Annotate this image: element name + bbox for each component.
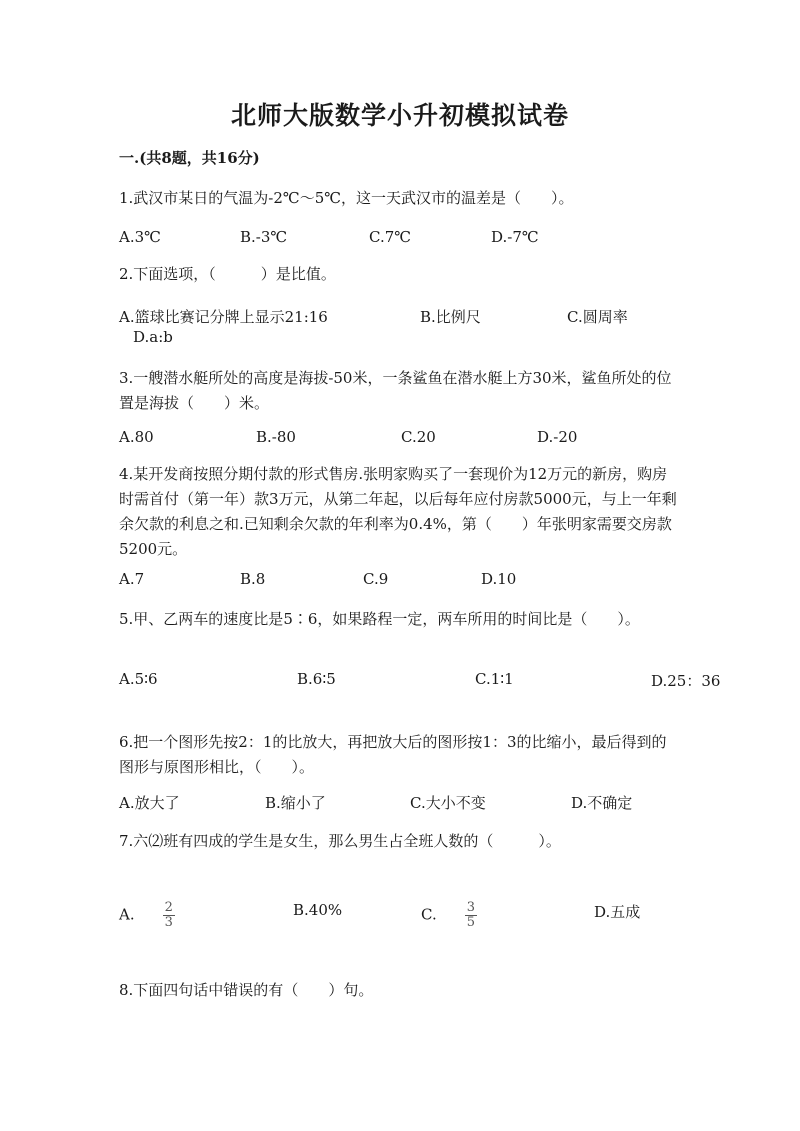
option-a[interactable]: A.放大了 [119,794,180,812]
exam-title: 北师大版数学小升初模拟试卷 [230,101,569,130]
option-d[interactable]: D.a:b [133,328,173,346]
option-c[interactable]: C.大小不变 [410,794,486,812]
question-7-stem: 7.六⑵班有四成的学生是女生，那么男生占全班人数的（ ）。 [119,832,561,850]
option-d[interactable]: D.25：36 [651,672,721,690]
option-c[interactable]: C.9 [363,570,389,588]
option-a-letter: A. [119,905,135,924]
question-3-options [119,428,689,452]
option-c-letter: C. [421,905,437,924]
option-a[interactable]: A.7 [119,570,145,588]
question-2-options [119,306,689,352]
option-c[interactable]: C.7℃ [369,228,412,246]
option-d[interactable]: D.10 [481,570,517,588]
question-5-options [119,670,721,694]
option-c[interactable] [421,901,477,930]
question-2-stem: 2.下面选项，（ ）是比值。 [119,265,336,283]
question-6-stem: 6.把一个图形先按2：1的比放大，再把放大后的图形按1：3的比缩小，最后得到的图形与原图形相比，（ ）。 [119,733,667,776]
question-4-options [119,570,689,594]
option-c[interactable]: C.圆周率 [567,308,628,326]
option-d[interactable]: D.不确定 [571,794,633,812]
question-6-options [119,792,689,816]
fraction-three-fifths [465,901,477,930]
option-a[interactable]: A.篮球比赛记分牌上显示21:16 [119,308,328,326]
option-b[interactable]: B.-3℃ [240,228,288,246]
fraction-two-thirds [163,901,175,930]
question-4-stem: 4.某开发商按照分期付款的形式售房.张明家购买了一套现价为12万元的新房，购房时需首付（第一年）款3万元，从第二年起，以后每年应付房款5000元，与上一年剩余欠款的利息之和.已知剩余欠款的年利率为0.4%，第（ ）年张明家需要交房款5200元。 [119,465,677,558]
option-b[interactable]: B.40% [293,901,343,919]
fraction-denominator: 5 [466,915,475,930]
question-1-options [119,228,689,252]
question-3-stem: 3.一艘潜水艇所处的高度是海拔-50米，一条鲨鱼在潜水艇上方30米，鲨鱼所处的位置是海拔（ ）米。 [119,369,672,412]
question-5-stem: 5.甲、乙两车的速度比是5∶6，如果路程一定，两车所用的时间比是（ ）。 [119,610,640,628]
option-a[interactable]: A.80 [119,428,154,446]
question-7-options [119,893,689,933]
option-b[interactable]: B.-80 [256,428,296,446]
option-b[interactable]: B.6∶5 [297,670,336,688]
option-a[interactable] [119,901,175,930]
question-8-stem: 8.下面四句话中错误的有（ ）句。 [119,981,374,999]
option-b[interactable]: B.比例尺 [420,308,481,326]
fraction-numerator: 2 [164,900,173,915]
question-1-stem: 1.武汉市某日的气温为-2℃～5℃，这一天武汉市的温差是（ ）。 [119,189,574,207]
option-a[interactable]: A.5∶6 [119,670,158,688]
fraction-denominator: 3 [164,915,173,930]
fraction-numerator: 3 [466,900,475,915]
option-c[interactable]: C.20 [401,428,436,446]
option-d[interactable]: D.-20 [537,428,578,446]
option-a[interactable]: A.3℃ [119,228,161,246]
option-b[interactable]: B.8 [240,570,266,588]
option-c[interactable]: C.1∶1 [475,670,514,688]
option-d[interactable]: D.五成 [594,903,641,921]
option-b[interactable]: B.缩小了 [265,794,326,812]
section-header: 一.(共8题，共16分) [119,149,260,167]
option-d[interactable]: D.-7℃ [491,228,539,246]
